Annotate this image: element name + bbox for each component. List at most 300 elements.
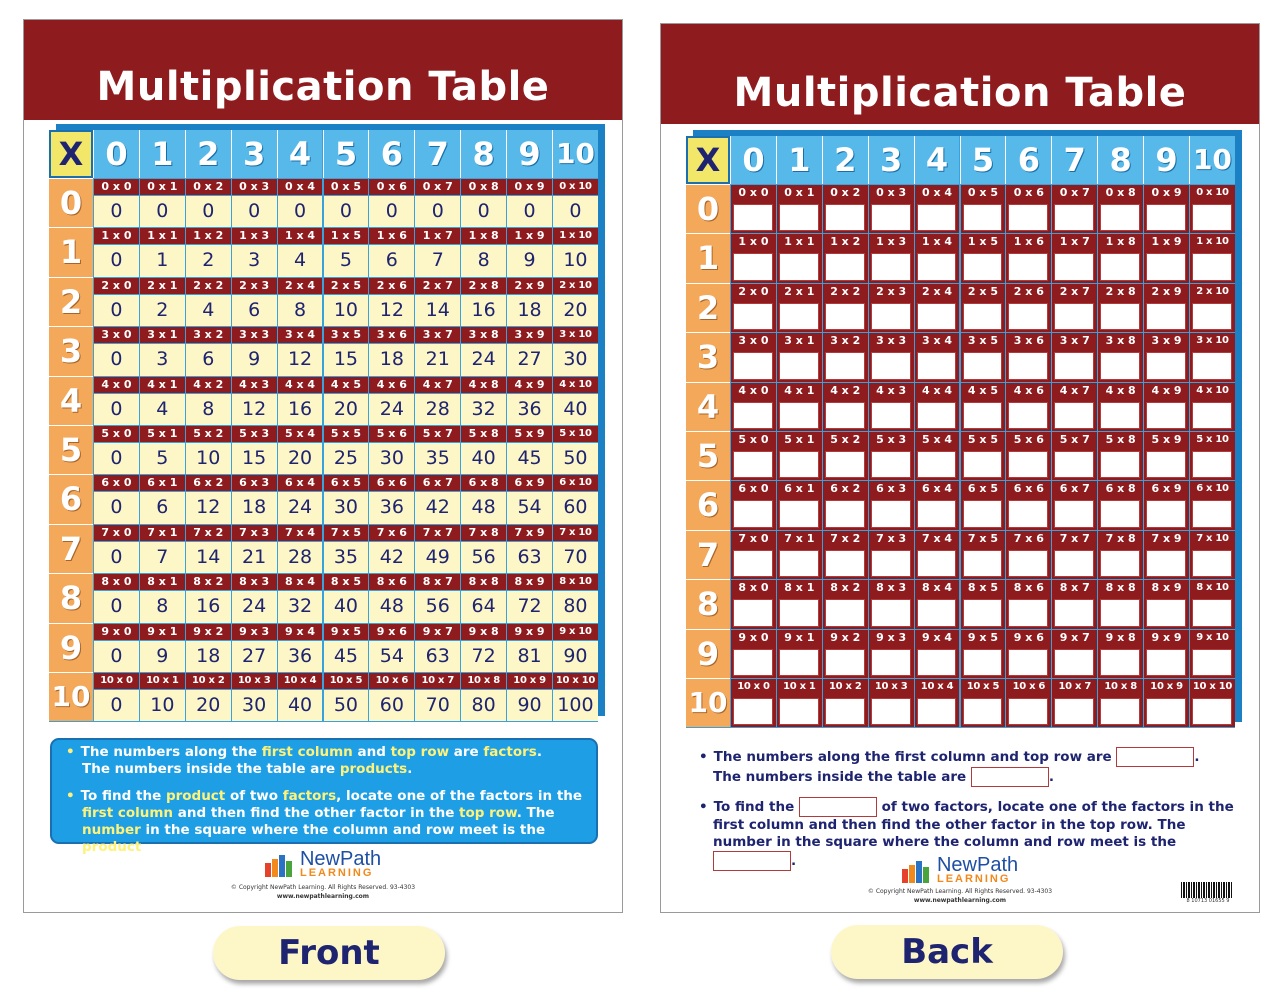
back-table-cell[interactable] xyxy=(823,679,868,727)
back-table-cell[interactable] xyxy=(869,481,914,529)
back-table-cell[interactable] xyxy=(915,679,960,727)
answer-blank[interactable] xyxy=(917,204,957,231)
back-table-cell[interactable] xyxy=(1098,185,1143,233)
answer-blank[interactable] xyxy=(871,599,911,626)
answer-blank[interactable] xyxy=(1054,352,1094,379)
back-table-cell[interactable] xyxy=(961,185,1006,233)
back-table-cell[interactable] xyxy=(777,185,822,233)
answer-blank[interactable] xyxy=(733,550,773,577)
back-table-cell[interactable] xyxy=(731,333,776,381)
back-table-cell[interactable] xyxy=(823,333,868,381)
answer-blank[interactable] xyxy=(1054,500,1094,527)
equation-label: 5 x 3 xyxy=(232,426,277,442)
back-table-cell[interactable] xyxy=(869,333,914,381)
product-value: 8 xyxy=(140,591,185,622)
answer-blank[interactable] xyxy=(1008,352,1048,379)
back-table-cell[interactable] xyxy=(1190,630,1235,678)
answer-blank[interactable] xyxy=(917,550,957,577)
back-table-cell[interactable] xyxy=(1144,383,1189,431)
answer-blank[interactable] xyxy=(963,303,1003,330)
equation-label: 0 x 3 xyxy=(232,179,277,195)
back-table-cell[interactable] xyxy=(1098,333,1143,381)
answer-blank[interactable] xyxy=(1054,402,1094,429)
answer-blank[interactable] xyxy=(733,303,773,330)
equation-label: 6 x 0 xyxy=(731,481,776,497)
equation-label: 7 x 10 xyxy=(1190,531,1235,547)
answer-blank[interactable] xyxy=(733,204,773,231)
answer-blank[interactable] xyxy=(1054,599,1094,626)
answer-blank[interactable] xyxy=(779,500,819,527)
back-table-cell[interactable] xyxy=(1052,383,1097,431)
answer-blank[interactable] xyxy=(825,698,865,725)
back-table-cell[interactable] xyxy=(1190,580,1235,628)
answer-blank[interactable] xyxy=(1192,500,1232,527)
answer-blank[interactable] xyxy=(779,402,819,429)
back-table-cell[interactable] xyxy=(961,284,1006,332)
product-value: 0 xyxy=(94,443,139,474)
back-table-cell[interactable] xyxy=(777,383,822,431)
answer-blank[interactable] xyxy=(825,402,865,429)
front-table-cell xyxy=(94,228,139,276)
back-label-button[interactable]: Back xyxy=(831,925,1063,979)
back-table-cell[interactable] xyxy=(1006,284,1051,332)
answer-blank[interactable] xyxy=(779,698,819,725)
answer-blank[interactable] xyxy=(825,303,865,330)
back-table-cell[interactable] xyxy=(1098,580,1143,628)
back-table-cell[interactable] xyxy=(823,531,868,579)
back-table-cell[interactable] xyxy=(869,383,914,431)
answer-blank[interactable] xyxy=(825,500,865,527)
back-table-cell[interactable] xyxy=(777,234,822,282)
front-table-cell xyxy=(186,426,231,474)
answer-blank[interactable] xyxy=(733,352,773,379)
product-value: 45 xyxy=(324,641,369,672)
answer-blank[interactable] xyxy=(1192,204,1232,231)
back-table-cell[interactable] xyxy=(731,679,776,727)
product-value: 0 xyxy=(94,196,139,227)
product-value: 40 xyxy=(278,690,323,721)
answer-blank[interactable] xyxy=(1192,451,1232,478)
back-table-cell[interactable] xyxy=(1052,481,1097,529)
answer-blank[interactable] xyxy=(963,204,1003,231)
back-table-cell[interactable] xyxy=(915,580,960,628)
back-table-cell[interactable] xyxy=(1006,630,1051,678)
answer-blank[interactable] xyxy=(1192,599,1232,626)
back-table-cell[interactable] xyxy=(1098,481,1143,529)
back-table-cell[interactable] xyxy=(777,580,822,628)
back-table-cell[interactable] xyxy=(1144,234,1189,282)
back-table-cell[interactable] xyxy=(1052,234,1097,282)
answer-blank[interactable] xyxy=(1146,698,1186,725)
answer-blank[interactable] xyxy=(1008,500,1048,527)
answer-blank[interactable] xyxy=(1100,599,1140,626)
answer-blank[interactable] xyxy=(1192,253,1232,280)
answer-blank[interactable] xyxy=(1100,451,1140,478)
answer-blank[interactable] xyxy=(1054,698,1094,725)
answer-blank[interactable] xyxy=(825,253,865,280)
product-value: 4 xyxy=(186,295,231,326)
answer-blank[interactable] xyxy=(1008,451,1048,478)
answer-blank[interactable] xyxy=(871,303,911,330)
product-value: 30 xyxy=(232,690,277,721)
back-table-cell[interactable] xyxy=(777,432,822,480)
back-table-cell[interactable] xyxy=(1098,679,1143,727)
answer-blank[interactable] xyxy=(733,698,773,725)
back-table-cell[interactable] xyxy=(869,580,914,628)
back-table-cell[interactable] xyxy=(869,630,914,678)
answer-blank[interactable] xyxy=(1192,352,1232,379)
answer-blank[interactable] xyxy=(1100,500,1140,527)
back-table-cell[interactable] xyxy=(1006,383,1051,431)
answer-blank[interactable] xyxy=(871,402,911,429)
front-table-cell xyxy=(324,673,369,721)
answer-blank[interactable] xyxy=(1192,402,1232,429)
back-table-cell[interactable] xyxy=(869,234,914,282)
answer-blank[interactable] xyxy=(871,253,911,280)
answer-blank[interactable] xyxy=(917,253,957,280)
front-row-header: 5 xyxy=(49,425,93,474)
back-table-cell[interactable] xyxy=(1190,481,1235,529)
front-table-cell xyxy=(232,179,277,227)
back-table-cell[interactable] xyxy=(1144,333,1189,381)
back-table-cell[interactable] xyxy=(731,234,776,282)
answer-blank[interactable] xyxy=(733,451,773,478)
back-table-cell[interactable] xyxy=(1006,333,1051,381)
answer-blank-factors[interactable] xyxy=(1116,747,1194,767)
product-value: 14 xyxy=(186,542,231,573)
answer-blank[interactable] xyxy=(917,500,957,527)
answer-blank[interactable] xyxy=(963,253,1003,280)
answer-blank[interactable] xyxy=(779,253,819,280)
answer-blank[interactable] xyxy=(825,204,865,231)
front-table-cell xyxy=(232,327,277,375)
back-table-cell[interactable] xyxy=(1052,630,1097,678)
answer-blank[interactable] xyxy=(779,649,819,676)
answer-blank[interactable] xyxy=(733,402,773,429)
back-table-cell[interactable] xyxy=(777,481,822,529)
front-table-cell xyxy=(553,624,598,672)
answer-blank[interactable] xyxy=(1100,649,1140,676)
back-table-cell[interactable] xyxy=(1190,679,1235,727)
answer-blank[interactable] xyxy=(917,599,957,626)
back-table-cell[interactable] xyxy=(961,580,1006,628)
back-table-cell[interactable] xyxy=(1098,630,1143,678)
back-table-cell[interactable] xyxy=(731,284,776,332)
answer-blank[interactable] xyxy=(825,649,865,676)
front-table-cell xyxy=(94,327,139,375)
answer-blank[interactable] xyxy=(871,550,911,577)
equation-label: 8 x 10 xyxy=(553,574,598,590)
back-table-cell[interactable] xyxy=(1190,333,1235,381)
equation-label: 8 x 4 xyxy=(278,574,323,590)
answer-blank[interactable] xyxy=(825,451,865,478)
answer-blank[interactable] xyxy=(779,550,819,577)
back-table-cell[interactable] xyxy=(869,185,914,233)
back-table-cell[interactable] xyxy=(915,481,960,529)
answer-blank[interactable] xyxy=(871,352,911,379)
back-table-cell[interactable] xyxy=(731,432,776,480)
answer-blank[interactable] xyxy=(963,352,1003,379)
equation-label: 1 x 0 xyxy=(731,234,776,250)
back-table-cell[interactable] xyxy=(1098,531,1143,579)
equation-label: 5 x 9 xyxy=(1144,432,1189,448)
answer-blank[interactable] xyxy=(1008,649,1048,676)
equation-label: 4 x 8 xyxy=(1098,383,1143,399)
answer-blank[interactable] xyxy=(917,352,957,379)
product-value: 12 xyxy=(186,492,231,523)
equation-label: 9 x 2 xyxy=(186,624,231,640)
answer-blank[interactable] xyxy=(1008,204,1048,231)
back-table-cell[interactable] xyxy=(1144,432,1189,480)
back-table-cell[interactable] xyxy=(1144,284,1189,332)
answer-blank[interactable] xyxy=(1008,303,1048,330)
answer-blank[interactable] xyxy=(963,500,1003,527)
equation-label: 5 x 1 xyxy=(140,426,185,442)
answer-blank[interactable] xyxy=(1008,402,1048,429)
back-table-cell[interactable] xyxy=(1006,580,1051,628)
answer-blank[interactable] xyxy=(963,649,1003,676)
product-value: 5 xyxy=(140,443,185,474)
back-table-cell[interactable] xyxy=(915,284,960,332)
back-table-cell[interactable] xyxy=(823,481,868,529)
answer-blank[interactable] xyxy=(1054,303,1094,330)
back-table-cell[interactable] xyxy=(1052,679,1097,727)
back-table-cell[interactable] xyxy=(1052,580,1097,628)
back-table-cell[interactable] xyxy=(869,432,914,480)
answer-blank[interactable] xyxy=(733,253,773,280)
answer-blank[interactable] xyxy=(1146,402,1186,429)
product-value: 28 xyxy=(415,394,460,425)
answer-blank[interactable] xyxy=(871,451,911,478)
back-table-cell[interactable] xyxy=(823,383,868,431)
answer-blank[interactable] xyxy=(1146,500,1186,527)
equation-label: 0 x 6 xyxy=(1006,185,1051,201)
answer-blank[interactable] xyxy=(917,698,957,725)
answer-blank[interactable] xyxy=(1146,599,1186,626)
answer-blank[interactable] xyxy=(1146,204,1186,231)
answer-blank[interactable] xyxy=(917,649,957,676)
answer-blank[interactable] xyxy=(1054,451,1094,478)
back-table-cell[interactable] xyxy=(1052,432,1097,480)
answer-blank[interactable] xyxy=(1146,303,1186,330)
answer-blank[interactable] xyxy=(779,303,819,330)
answer-blank[interactable] xyxy=(779,352,819,379)
back-table-cell[interactable] xyxy=(777,284,822,332)
answer-blank[interactable] xyxy=(825,352,865,379)
answer-blank[interactable] xyxy=(779,451,819,478)
back-table-cell[interactable] xyxy=(1006,531,1051,579)
back-table-cell[interactable] xyxy=(823,185,868,233)
back-table-cell[interactable] xyxy=(1006,185,1051,233)
answer-blank[interactable] xyxy=(1008,550,1048,577)
back-table-cell[interactable] xyxy=(915,383,960,431)
answer-blank[interactable] xyxy=(1192,303,1232,330)
back-table-cell[interactable] xyxy=(1190,432,1235,480)
back-table-cell[interactable] xyxy=(1190,284,1235,332)
answer-blank[interactable] xyxy=(1100,204,1140,231)
answer-blank[interactable] xyxy=(1008,599,1048,626)
answer-blank[interactable] xyxy=(1100,303,1140,330)
equation-label: 0 x 8 xyxy=(461,179,506,195)
answer-blank[interactable] xyxy=(871,500,911,527)
answer-blank[interactable] xyxy=(963,550,1003,577)
answer-blank[interactable] xyxy=(1054,649,1094,676)
back-table-cell[interactable] xyxy=(777,630,822,678)
equation-label: 9 x 1 xyxy=(777,630,822,646)
back-table-cell[interactable] xyxy=(961,234,1006,282)
back-table-cell[interactable] xyxy=(1098,234,1143,282)
answer-blank[interactable] xyxy=(733,500,773,527)
back-table-cell[interactable] xyxy=(961,531,1006,579)
back-table-cell[interactable] xyxy=(1098,383,1143,431)
equation-label: 1 x 9 xyxy=(507,228,552,244)
answer-blank[interactable] xyxy=(1146,451,1186,478)
answer-blank[interactable] xyxy=(871,204,911,231)
back-table-cell[interactable] xyxy=(1006,481,1051,529)
answer-blank[interactable] xyxy=(963,451,1003,478)
back-table-cell[interactable] xyxy=(823,630,868,678)
back-table-cell[interactable] xyxy=(823,580,868,628)
answer-blank[interactable] xyxy=(1192,550,1232,577)
back-table-cell[interactable] xyxy=(869,284,914,332)
back-table-cell[interactable] xyxy=(1144,531,1189,579)
back-table-cell[interactable] xyxy=(823,284,868,332)
back-table-cell[interactable] xyxy=(777,531,822,579)
answer-blank[interactable] xyxy=(733,599,773,626)
answer-blank[interactable] xyxy=(963,402,1003,429)
back-table-cell[interactable] xyxy=(823,432,868,480)
back-table-cell[interactable] xyxy=(1144,481,1189,529)
equation-label: 5 x 1 xyxy=(777,432,822,448)
answer-blank[interactable] xyxy=(1100,352,1140,379)
answer-blank-products[interactable] xyxy=(971,767,1049,787)
back-table-cell[interactable] xyxy=(777,333,822,381)
back-table-cell[interactable] xyxy=(915,630,960,678)
back-table-cell[interactable] xyxy=(1098,432,1143,480)
back-table-cell[interactable] xyxy=(915,185,960,233)
equation-label: 6 x 1 xyxy=(777,481,822,497)
equation-label: 2 x 3 xyxy=(232,278,277,294)
answer-blank[interactable] xyxy=(1192,649,1232,676)
answer-blank[interactable] xyxy=(1100,402,1140,429)
back-table-cell[interactable] xyxy=(915,234,960,282)
back-table-cell[interactable] xyxy=(731,531,776,579)
back-table-cell[interactable] xyxy=(731,580,776,628)
back-table-cell[interactable] xyxy=(869,679,914,727)
back-table-cell[interactable] xyxy=(1052,185,1097,233)
back-table-cell[interactable] xyxy=(1144,185,1189,233)
back-table-cell[interactable] xyxy=(1190,383,1235,431)
back-table-cell[interactable] xyxy=(731,630,776,678)
equation-label: 8 x 6 xyxy=(1006,580,1051,596)
answer-blank[interactable] xyxy=(1054,204,1094,231)
back-table-cell[interactable] xyxy=(961,481,1006,529)
back-table-cell[interactable] xyxy=(961,630,1006,678)
back-table-cell[interactable] xyxy=(1052,333,1097,381)
answer-blank[interactable] xyxy=(1008,253,1048,280)
equation-label: 8 x 8 xyxy=(461,574,506,590)
answer-blank[interactable] xyxy=(1146,352,1186,379)
back-table-cell[interactable] xyxy=(869,531,914,579)
equation-label: 1 x 10 xyxy=(553,228,598,244)
equation-label: 7 x 5 xyxy=(324,525,369,541)
back-table-cell[interactable] xyxy=(1006,234,1051,282)
answer-blank[interactable] xyxy=(733,649,773,676)
answer-blank[interactable] xyxy=(963,698,1003,725)
back-table-cell[interactable] xyxy=(1098,284,1143,332)
back-table-cell[interactable] xyxy=(1144,630,1189,678)
front-table-cell xyxy=(461,673,506,721)
answer-blank[interactable] xyxy=(1100,698,1140,725)
answer-blank[interactable] xyxy=(1054,253,1094,280)
back-table-cell[interactable] xyxy=(961,679,1006,727)
answer-blank[interactable] xyxy=(1146,649,1186,676)
equation-label: 3 x 2 xyxy=(823,333,868,349)
back-table-cell[interactable] xyxy=(1144,679,1189,727)
back-table-cell[interactable] xyxy=(915,333,960,381)
front-label-button[interactable]: Front xyxy=(213,926,445,980)
answer-blank[interactable] xyxy=(871,698,911,725)
answer-blank[interactable] xyxy=(1100,550,1140,577)
back-table-cell[interactable] xyxy=(1190,234,1235,282)
equation-label: 1 x 7 xyxy=(1052,234,1097,250)
answer-blank[interactable] xyxy=(1146,253,1186,280)
back-table-cell[interactable] xyxy=(731,383,776,431)
answer-blank[interactable] xyxy=(917,303,957,330)
answer-blank[interactable] xyxy=(871,649,911,676)
answer-blank[interactable] xyxy=(825,550,865,577)
equation-label: 9 x 3 xyxy=(232,624,277,640)
back-table-cell[interactable] xyxy=(1190,531,1235,579)
back-table-cell[interactable] xyxy=(731,481,776,529)
answer-blank[interactable] xyxy=(917,451,957,478)
back-table-cell[interactable] xyxy=(1006,432,1051,480)
back-table-cell[interactable] xyxy=(1144,580,1189,628)
answer-blank[interactable] xyxy=(779,204,819,231)
back-table-cell[interactable] xyxy=(915,531,960,579)
answer-blank[interactable] xyxy=(963,599,1003,626)
back-table-cell[interactable] xyxy=(961,432,1006,480)
answer-blank[interactable] xyxy=(1100,253,1140,280)
answer-blank[interactable] xyxy=(917,402,957,429)
answer-blank-product[interactable] xyxy=(799,797,877,817)
answer-blank[interactable] xyxy=(1054,550,1094,577)
equation-label: 9 x 0 xyxy=(94,624,139,640)
back-table-cell[interactable] xyxy=(915,432,960,480)
back-table-cell[interactable] xyxy=(961,333,1006,381)
front-table-cell xyxy=(140,574,185,622)
answer-blank[interactable] xyxy=(1192,698,1232,725)
back-table-cell[interactable] xyxy=(731,185,776,233)
back-table-cell[interactable] xyxy=(823,234,868,282)
front-table-cell xyxy=(461,475,506,523)
front-table-cell xyxy=(186,327,231,375)
back-table-cell[interactable] xyxy=(961,383,1006,431)
equation-label: 3 x 3 xyxy=(869,333,914,349)
answer-blank[interactable] xyxy=(825,599,865,626)
product-value: 20 xyxy=(553,295,598,326)
product-value: 15 xyxy=(232,443,277,474)
answer-blank[interactable] xyxy=(779,599,819,626)
back-table-cell[interactable] xyxy=(1190,185,1235,233)
back-table-cell[interactable] xyxy=(1052,284,1097,332)
front-row-header: 9 xyxy=(49,623,93,672)
back-table-cell[interactable] xyxy=(1006,679,1051,727)
back-table-cell[interactable] xyxy=(777,679,822,727)
answer-blank[interactable] xyxy=(1008,698,1048,725)
back-table-cell[interactable] xyxy=(1052,531,1097,579)
answer-blank[interactable] xyxy=(1146,550,1186,577)
